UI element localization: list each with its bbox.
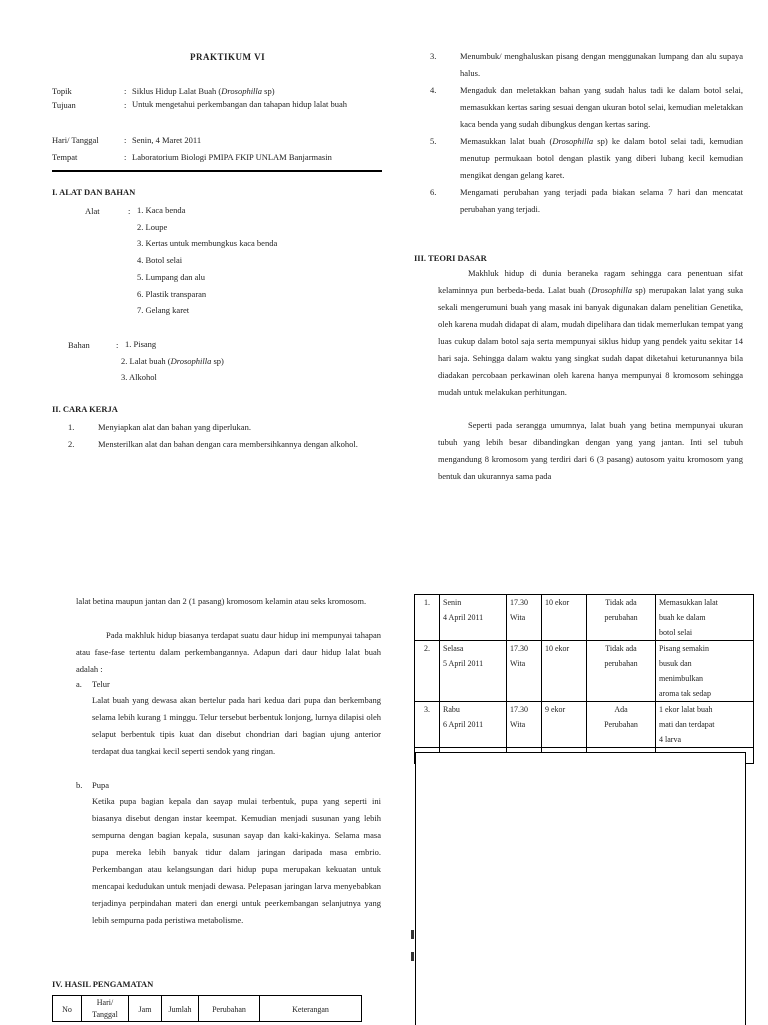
step-item bbox=[68, 419, 381, 436]
info-value bbox=[132, 86, 275, 96]
page-gap bbox=[0, 515, 768, 577]
step-number: 3. bbox=[430, 51, 437, 61]
section-4-heading: IV. HASIL PENGAMATAN bbox=[52, 979, 154, 989]
cell-line: Selasa bbox=[443, 644, 464, 653]
bahan-item: 2. Lalat buah (Drosophilla sp) bbox=[121, 355, 224, 366]
table-cell bbox=[507, 702, 542, 748]
cell-line: Perubahan bbox=[604, 720, 638, 729]
table-cell bbox=[542, 702, 587, 748]
section-2-heading: II. CARA KERJA bbox=[52, 404, 118, 414]
cell-line: 10 ekor bbox=[545, 644, 570, 653]
cell-line: 1. bbox=[424, 598, 430, 607]
table-row bbox=[415, 595, 754, 641]
table-cell bbox=[440, 641, 507, 702]
step-text: Mengaduk dan meletakkan bahan yang sudah halus tadi ke dalam botol selai, memasukkan kertas saring sesuai dengan ukuran botol selai, kemudian meletakkan kaca benda yang sudah dibungkus dengan kertas saring. bbox=[460, 85, 743, 129]
table-cell bbox=[415, 641, 440, 702]
header-cell: Jam bbox=[129, 996, 162, 1022]
info-colon: : bbox=[124, 135, 127, 145]
cell-line: buah ke dalam bbox=[659, 613, 706, 622]
info-value bbox=[132, 152, 332, 162]
info-text: Senin, 4 Maret 2011 bbox=[132, 135, 202, 145]
table-cell bbox=[656, 641, 754, 702]
step-text: Mensterilkan alat dan bahan dengan cara membersihkannya dengan alkohol. bbox=[98, 439, 358, 449]
alat-label-text: Alat bbox=[85, 206, 100, 216]
cell-line: 9 ekor bbox=[545, 705, 566, 714]
item-a-label: a. bbox=[76, 679, 82, 689]
table-header-row bbox=[53, 996, 362, 1022]
cell-line: 4 larva bbox=[659, 735, 681, 744]
overlay-fragment bbox=[411, 930, 414, 939]
header-rule bbox=[52, 170, 382, 172]
cell-line: Wita bbox=[510, 613, 526, 622]
teori-paragraph-3: lalat betina maupun jantan dan 2 (1 pasang) kromosom kelamin atau seks kromosom. bbox=[76, 596, 367, 606]
table-cell bbox=[507, 641, 542, 702]
info-italic: Drosophilla bbox=[221, 86, 263, 96]
step-text: Drosophilla bbox=[552, 136, 594, 146]
cell-line: Pisang semakin bbox=[659, 644, 709, 653]
header-cell: No bbox=[53, 996, 82, 1022]
cell-line: Tidak ada bbox=[605, 644, 637, 653]
item-a-title: Telur bbox=[92, 679, 110, 689]
cell-line: 17.30 bbox=[510, 598, 528, 607]
table-cell bbox=[656, 595, 754, 641]
info-label: Hari/ Tanggal bbox=[52, 135, 99, 145]
step-number: 6. bbox=[430, 187, 437, 197]
alat-label bbox=[85, 206, 100, 216]
table-cell bbox=[440, 702, 507, 748]
step-text: Menyiapkan alat dan bahan yang diperlukan. bbox=[98, 422, 251, 432]
table-cell bbox=[542, 595, 587, 641]
blank-overlay-box bbox=[415, 752, 746, 1025]
header-cell: Jumlah bbox=[162, 996, 199, 1022]
step-number: 5. bbox=[430, 136, 437, 146]
alat-item: 3. Kertas untuk membungkus kaca benda bbox=[137, 238, 278, 249]
cell-line: busuk dan bbox=[659, 659, 692, 668]
alat-item: 4. Botol selai bbox=[137, 255, 183, 266]
step-text: Mengamati perubahan yang terjadi pada biakan selama 7 hari dan mencatat perubahan yang terjadi. bbox=[460, 187, 743, 214]
bahan-item: 3. Alkohol bbox=[121, 372, 157, 383]
bahan-item: 1. Pisang bbox=[125, 339, 157, 349]
table-cell bbox=[587, 595, 656, 641]
bahan-colon: : bbox=[116, 340, 119, 350]
info-label: Tujuan bbox=[52, 100, 76, 110]
cell-line: mati dan terdapat bbox=[659, 720, 715, 729]
cell-line: 1 ekor lalat buah bbox=[659, 705, 713, 714]
step-item bbox=[430, 184, 743, 218]
cell-line: Wita bbox=[510, 659, 526, 668]
info-colon: : bbox=[124, 100, 127, 110]
header-cell: Perubahan bbox=[199, 996, 260, 1022]
cell-line: perubahan bbox=[604, 613, 638, 622]
item-b-text: Ketika pupa bagian kepala dan sayap mulai terbentuk, pupa yang seperti ini biasanya disebut dengan instar keempat. Kemudian menjadi susunan yang lebih sempurna dengan bagian kepala, susunan sayap dan kaki-kakinya. Selama masa pupa mereka lebih banyak tidur dalam jaringan daripada masa embrio. Perkembangan atau kelangsungan dari hidup pupa merupakan kekuatan untuk mencapai kedudukan untuk menjadi dewasa. Pelepasan jaringan larva menyebabkan terjadinya perpindahan materi dan energi untuk peerkembangan selanjutnya yang lebih sempurna pada peristiwa metabolisme. bbox=[92, 796, 381, 925]
alat-item: 5. Lumpang dan alu bbox=[137, 271, 205, 282]
step-number: 1. bbox=[68, 422, 75, 432]
alat-item: 7. Gelang karet bbox=[137, 305, 190, 316]
info-label: Tempat bbox=[52, 152, 78, 162]
cell-line: aroma tak sedap bbox=[659, 689, 711, 698]
steps-right bbox=[430, 48, 743, 218]
step-text: Memasukkan lalat buah ( bbox=[460, 136, 553, 146]
item-b-title: Pupa bbox=[92, 780, 109, 790]
cell-line: menimbulkan bbox=[659, 674, 703, 683]
teori-paragraph-1: Makhluk hidup di dunia beraneka ragam sehingga cara penentuan sifat kelaminnya pun berbeda-beda. Lalat buah (Drosophilla sp) merupakan lalat yang suka sekali mengerumuni buah yang masak ini banyak digunakan dalam penelitian Genetika, oleh karena mudah didapat di alam, mudah dipelihara dan tidak memerlukan tempat yang luas cukup dalam botol saja serta mempunyai siklus hidup yang pendek yaitu sekitar 14 hari saja. Sehingga dalam waktu yang singkat sudah dapat diketahui keturunannya bila diadakan percobaan perkawinan oleh karena hanya mempunyai 8 kromosom sehingga mudah untuk melakukan perhitungan. bbox=[438, 268, 743, 397]
header-cell: Keterangan bbox=[260, 996, 362, 1022]
page-title: PRAKTIKUM VI bbox=[190, 52, 266, 62]
bahan-list bbox=[121, 336, 224, 386]
teori-paragraph-2: Seperti pada serangga umumnya, lalat buah yang betina mempunyai ukuran tubuh yang lebih besar dibandingkan dengan yang yang jantan. Inti sel tubuh mengandung 8 kromosom yang terdiri dari 6 (3 pasang) autosom yaitu kromosom yang bentuk dan ukurannya sama pada bbox=[438, 420, 743, 481]
cell-line: Rabu bbox=[443, 705, 460, 714]
result-table-header bbox=[52, 995, 362, 1022]
table-cell bbox=[440, 595, 507, 641]
step-item bbox=[68, 436, 381, 453]
teori-paragraph-4: Pada makhluk hidup biasanya terdapat suatu daur hidup ini mempunyai tahapan atau fase-fase tertentu dalam perkembangannya. Adapun dari daur hidup lalat buah adalah : bbox=[76, 630, 381, 674]
table-cell bbox=[507, 595, 542, 641]
section-3-heading: III. TEORI DASAR bbox=[414, 253, 487, 263]
cell-line: Ada bbox=[614, 705, 628, 714]
info-text: Untuk mengetahui perkembangan dan tahapan hidup lalat buah bbox=[132, 99, 348, 109]
alat-item: 2. Loupe bbox=[137, 221, 168, 232]
info-label: Topik bbox=[52, 86, 72, 96]
info-colon: : bbox=[124, 152, 127, 162]
step-text: sp) ke dalam botol selai tadi, kemudian menutup permukaan botol dengan plastik yang diberi lubang kecil kemudian mengikat dengan gelang karet. bbox=[460, 136, 743, 180]
cell-line: Tidak ada bbox=[605, 598, 637, 607]
table-cell bbox=[656, 702, 754, 748]
cell-line: Wita bbox=[510, 720, 526, 729]
step-item bbox=[430, 133, 743, 184]
step-text: Menumbuk/ menghaluskan pisang dengan menggunakan lumpang dan alu supaya halus. bbox=[460, 51, 743, 78]
cell-line: Senin bbox=[443, 598, 462, 607]
cell-line: 3. bbox=[424, 705, 430, 714]
steps-left bbox=[68, 419, 381, 453]
cell-line: 10 ekor bbox=[545, 598, 570, 607]
table-cell bbox=[542, 641, 587, 702]
alat-colon: : bbox=[128, 206, 131, 216]
cell-line: 17.30 bbox=[510, 644, 528, 653]
info-colon: : bbox=[124, 86, 127, 96]
cell-line: Memasukkan lalat bbox=[659, 598, 718, 607]
table-row bbox=[415, 702, 754, 748]
step-item bbox=[430, 48, 743, 82]
table-cell bbox=[587, 702, 656, 748]
info-text: Siklus Hidup Lalat Buah ( bbox=[132, 86, 222, 96]
item-a-text: Lalat buah yang dewasa akan bertelur pada hari kedua dari pupa dan berkembang selama lebih kurang 1 minggu. Telur tersebut berbentuk lonjong, lurnya dilapisi oleh selaput berbentuk tipis kuat dan disebut chondrian dari bagian ujung anterior terdapat dua tangkai kecil seperti sendok yang ringan. bbox=[92, 695, 381, 756]
alat-list bbox=[137, 202, 277, 319]
info-value bbox=[132, 96, 382, 113]
table-cell bbox=[415, 702, 440, 748]
cell-line: perubahan bbox=[604, 659, 638, 668]
step-item bbox=[430, 82, 743, 133]
table-cell bbox=[587, 641, 656, 702]
cell-line: 4 April 2011 bbox=[443, 613, 484, 622]
alat-item: 1. Kaca benda bbox=[137, 205, 186, 215]
alat-item: 6. Plastik transparan bbox=[137, 288, 207, 299]
cell-line: 2. bbox=[424, 644, 430, 653]
info-text: Laboratorium Biologi PMIPA FKIP UNLAM Banjarmasin bbox=[132, 152, 332, 162]
overlay-fragment bbox=[411, 952, 414, 961]
info-value bbox=[132, 135, 201, 145]
section-1-heading: I. ALAT DAN BAHAN bbox=[52, 187, 136, 197]
header-cell: Hari/ Tanggal bbox=[82, 996, 129, 1022]
bahan-label bbox=[68, 340, 90, 350]
step-number: 4. bbox=[430, 85, 437, 95]
info-text: sp) bbox=[262, 86, 275, 96]
table-cell bbox=[415, 595, 440, 641]
table-row bbox=[415, 641, 754, 702]
observation-table bbox=[414, 594, 754, 764]
step-number: 2. bbox=[68, 439, 75, 449]
cell-line: botol selai bbox=[659, 628, 693, 637]
bahan-label-text: Bahan bbox=[68, 340, 90, 350]
item-b-label: b. bbox=[76, 780, 83, 790]
cell-line: 17.30 bbox=[510, 705, 528, 714]
cell-line: 5 April 2011 bbox=[443, 659, 484, 668]
cell-line: 6 April 2011 bbox=[443, 720, 484, 729]
